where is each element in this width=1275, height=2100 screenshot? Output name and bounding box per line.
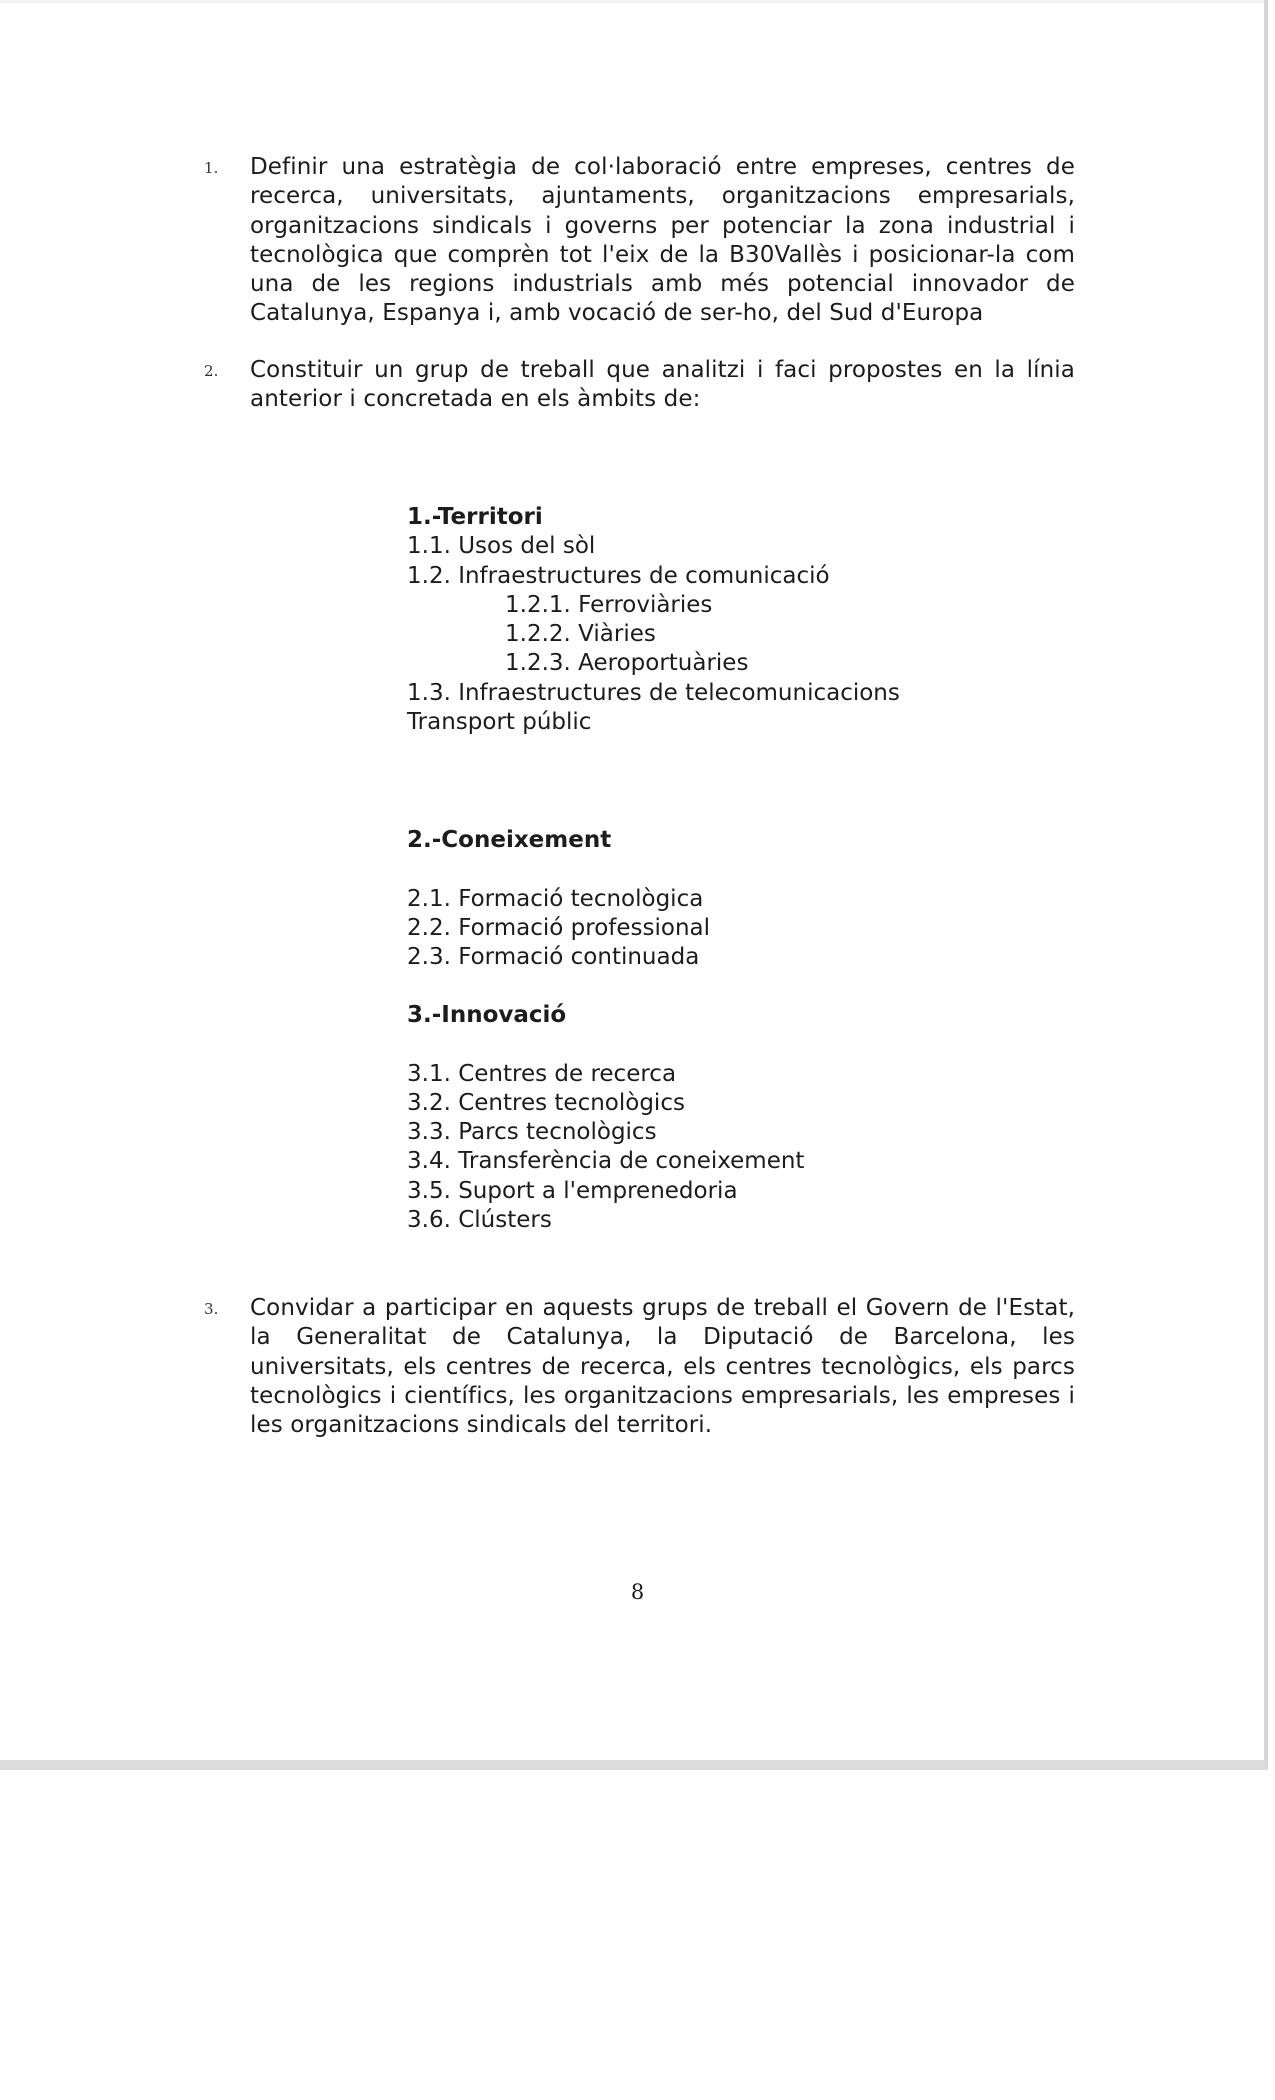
point-2-text: Constituir un grup de treball que analitzi i faci propostes en la línia anterior i concretada en els àmbits de: [250,357,1075,413]
outline-spacer [407,1030,1007,1059]
outline-item: Transport públic [407,709,592,736]
outline-item: 3.2. Centres tecnològics [407,1089,685,1116]
outline-coneixement [407,826,1007,972]
point-3-number: 3. [204,1300,219,1318]
outline-item: 2.2. Formació professional [407,914,711,941]
outline-territori [407,503,1007,737]
page-top-edge [0,0,1264,3]
point-1 [204,153,1075,329]
outline-heading-coneixement: 2.-Coneixement [407,827,612,853]
outline-item: 3.5. Suport a l'emprenedoria [407,1177,738,1204]
outline-subitem: 1.2.3. Aeroportuàries [505,650,749,677]
outline-heading-territori: 1.-Territori [407,504,543,530]
outline-subitem: 1.2.2. Viàries [505,621,656,648]
point-1-text: Definir una estratègia de col·laboració entre empreses, centres de recerca, universitats, ajuntaments, organitzacions empresarials, organitzacions sindicals i governs per potenciar la zona industrial i tecnològica que comprèn tot l'eix de la B30Vallès i posicionar-la com una de les regions industrials amb més potencial innovador de Catalunya, Espanya i, amb vocació de ser-ho, del Sud d'Europa [250,154,1075,327]
outline-item: 3.3. Parcs tecnològics [407,1119,657,1146]
outline-subitem: 1.2.1. Ferroviàries [505,591,713,618]
point-2 [204,356,1075,415]
page-number: 8 [630,1580,645,1604]
outline-heading-innovacio: 3.-Innovació [407,1002,567,1028]
outline-item: 2.1. Formació tecnològica [407,885,704,912]
outline-item: 1.3. Infraestructures de telecomunicacions [407,679,900,706]
outline-item: 3.6. Clústers [407,1207,552,1234]
point-2-number: 2. [204,362,219,380]
outline-item: 2.3. Formació continuada [407,944,700,971]
outline-item: 1.1. Usos del sòl [407,533,596,560]
point-1-number: 1. [204,159,219,177]
outline-innovacio [407,1001,1007,1235]
outline-item: 3.1. Centres de recerca [407,1060,677,1087]
outline-item: 1.2. Infraestructures de comunicació [407,562,830,589]
outline-item: 3.4. Transferència de coneixement [407,1148,805,1175]
outline-spacer [407,855,1007,884]
point-3-text: Convidar a participar en aquests grups de treball el Govern de l'Estat, la Generalitat de Catalunya, la Diputació de Barcelona, les universitats, els centres de recerca, els centres tecnològics, els parcs tecnològics i científics, les organitzacions empresarials, les empreses i les organitzacions sindicals del territori. [250,1295,1075,1439]
point-3 [204,1294,1075,1440]
